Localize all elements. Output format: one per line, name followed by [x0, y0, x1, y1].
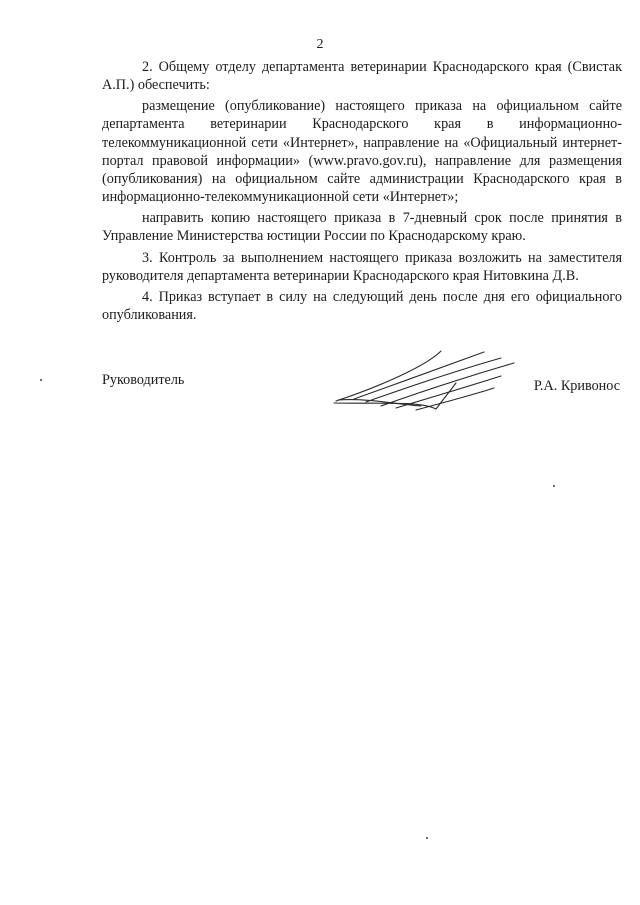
- signer-name: Р.А. Кривонос: [533, 378, 620, 394]
- handwritten-signature: [326, 348, 526, 413]
- scan-speck: [553, 485, 555, 487]
- paragraph-item-4: 4. Приказ вступает в силу на следующий день после дня его официального опубликования.: [102, 288, 622, 323]
- paragraph-publication: размещение (опубликование) настоящего приказа на официальном сайте департамента ветеринарии Краснодарского края в информационно-телекоммуникационной сети «Интернет», направление на «Официальный интернет-портал правовой информации» (www.pravo.gov.ru), направление для размещения (опубликования) на официальном сайте администрации Краснодарского края в информационно-телекоммуникационной сети «Интернет»;: [102, 98, 622, 205]
- paragraph-item-3: 3. Контроль за выполнением настоящего приказа возложить на заместителя руководителя департамента ветеринарии Краснодарского края Нитовкина Д.В.: [102, 249, 622, 284]
- page-number: 2: [316, 37, 324, 52]
- paragraph-send-copy: направить копию настоящего приказа в 7-дневный срок после принятия в Управление Министерства юстиции России по Краснодарскому краю.: [102, 210, 622, 245]
- paragraph-item-2: 2. Общему отделу департамента ветеринарии Краснодарского края (Свистак А.П.) обеспечить:: [102, 59, 622, 94]
- scan-speck: [40, 379, 42, 381]
- document-body: [102, 58, 622, 327]
- signer-position-title: Руководитель: [102, 372, 185, 388]
- signature-block: [102, 368, 620, 428]
- scan-speck: [426, 837, 428, 839]
